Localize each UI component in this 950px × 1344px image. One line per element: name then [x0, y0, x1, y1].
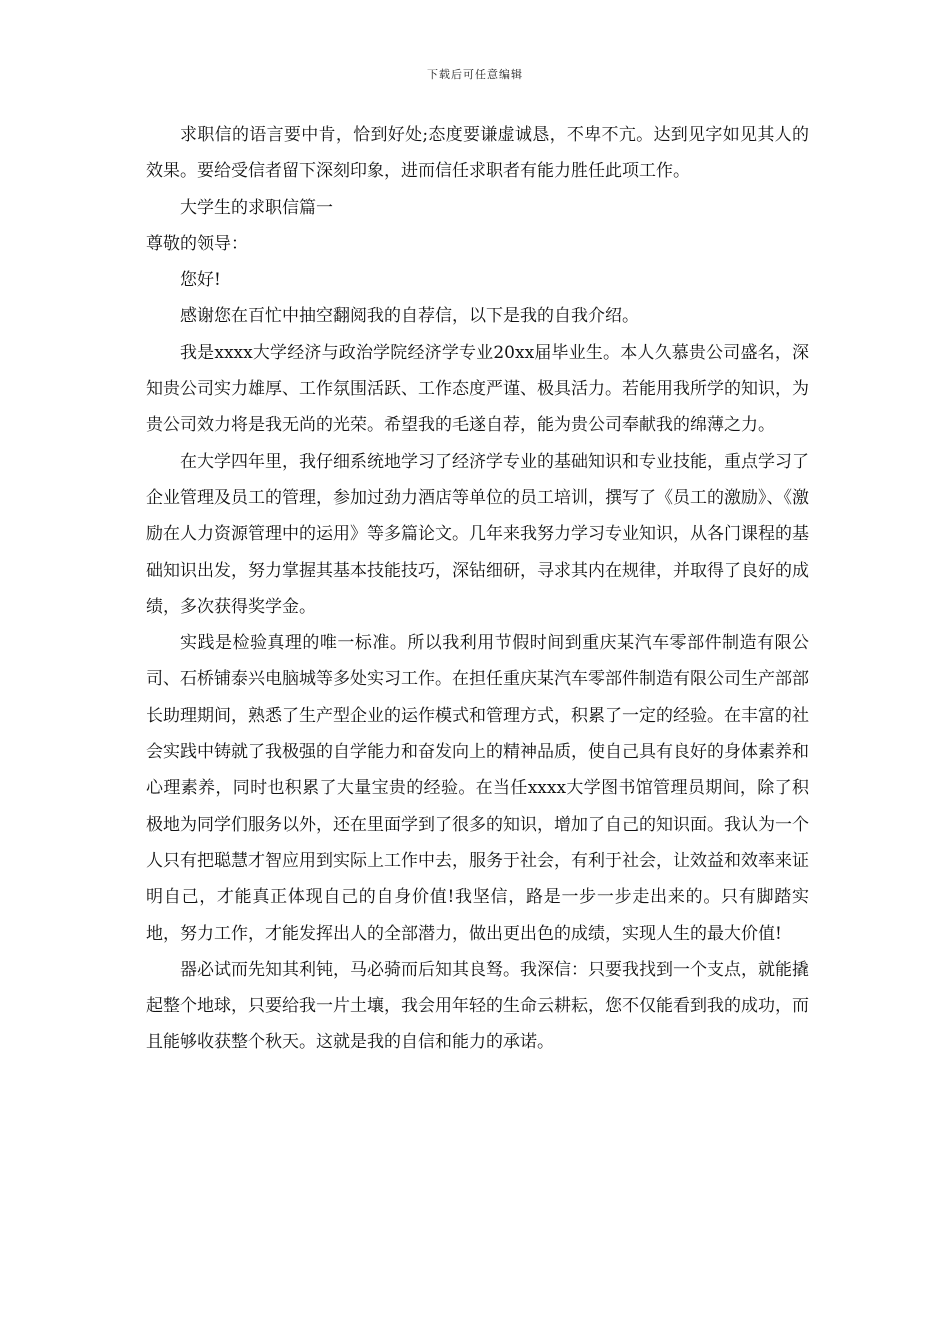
letter-body — [146, 117, 809, 1061]
salutation: 尊敬的领导： — [146, 233, 248, 254]
header-note: 下载后可任意编辑 — [427, 68, 523, 81]
paragraph-practice: 实践是检验真理的唯一标准。所以我利用节假时间到重庆某汽车零部件制造有限公司、石桥铺泰兴电脑城等多处实习工作。在担任重庆某汽车零部件制造有限公司生产部部长助理期间，熟悉了生产型企业的运作模式和管理方式，积累了一定的经验。在丰富的社会实践中铸就了我极强的自学能力和奋发向上的精神品质，使自己具有良好的身体素养和心理素养，同时也积累了大量宝贵的经验。在当任xxxx大学图书馆管理员期间，除了积极地为同学们服务以外，还在里面学到了很多的知识，增加了自己的知识面。我认为一个人只有把聪慧才智应用到实际上工作中去，服务于社会，有利于社会，让效益和效率来证明自己，才能真正体现自己的自身价值!我坚信，路是一步一步走出来的。只有脚踏实地，努力工作，才能发挥出人的全部潜力，做出更出色的成绩，实现人生的最大价值! — [146, 633, 809, 944]
paragraph-study: 在大学四年里，我仔细系统地学习了经济学专业的基础知识和专业技能，重点学习了企业管理及员工的管理，参加过劲力酒店等单位的员工培训，撰写了《员工的激励》、《激励在人力资源管理中的运用》等多篇论文。几年来我努力学习专业知识，从各门课程的基础知识出发，努力掌握其基本技能技巧，深钻细研，寻求其内在规律，并取得了良好的成绩，多次获得奖学金。 — [146, 451, 809, 617]
greeting: 您好! — [180, 270, 221, 291]
paragraph-thanks: 感谢您在百忙中抽空翻阅我的自荐信，以下是我的自我介绍。 — [180, 306, 639, 327]
intro-paragraph: 求职信的语言要中肯，恰到好处;态度要谦虚诚恳，不卑不亢。达到见字如见其人的效果。要给受信者留下深刻印象，进而信任求职者有能力胜任此项工作。 — [146, 125, 809, 182]
paragraph-conclusion: 器必试而先知其利钝，马必骑而后知其良驽。我深信：只要我找到一个支点，就能撬起整个地球，只要给我一片土壤，我会用年轻的生命云耕耘，您不仅能看到我的成功，而且能够收获整个秋天。这就是我的自信和能力的承诺。 — [146, 959, 809, 1053]
paragraph-introduction: 我是xxxx大学经济与政治学院经济学专业20xx届毕业生。本人久慕贵公司盛名，深知贵公司实力雄厚、工作氛围活跃、工作态度严谨、极具活力。若能用我所学的知识，为贵公司效力将是我无尚的光荣。希望我的毛遂自荐，能为贵公司奉献我的绵薄之力。 — [146, 342, 809, 436]
section-title: 大学生的求职信篇一 — [180, 197, 333, 218]
